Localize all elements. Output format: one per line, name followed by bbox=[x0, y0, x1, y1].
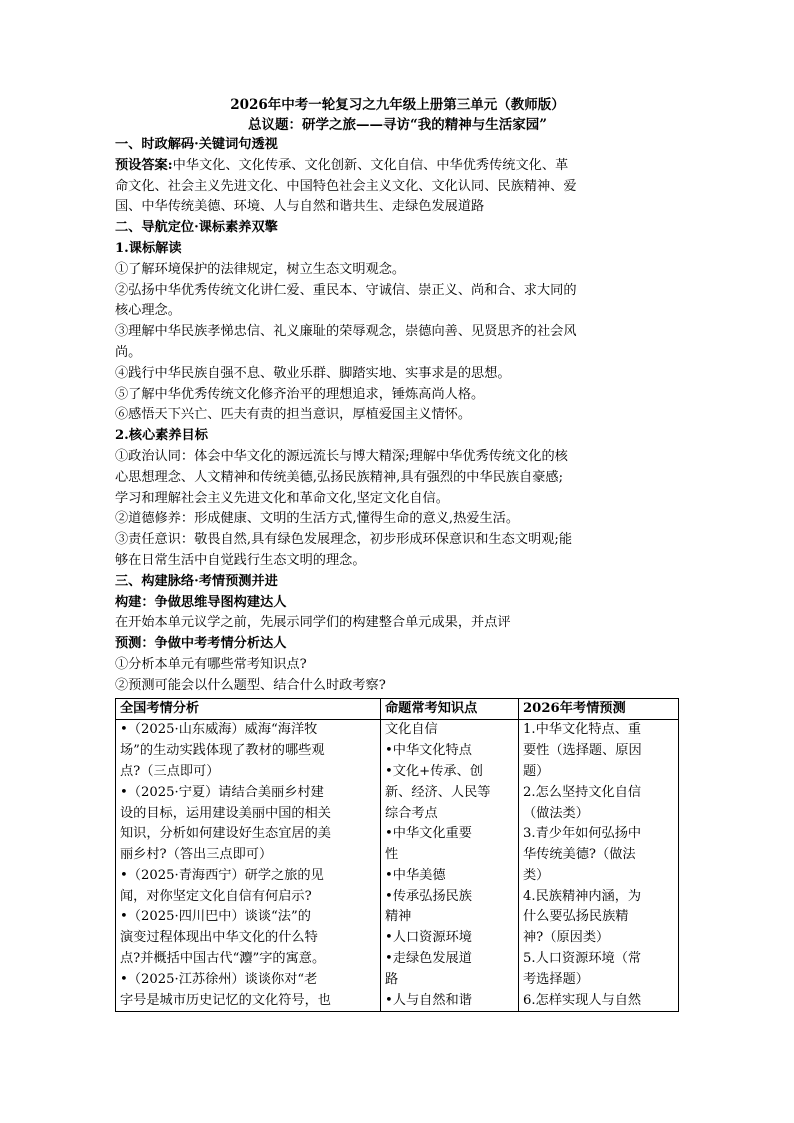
literacy-subheading: 2.核心素养目标 bbox=[115, 428, 208, 444]
cell-line: 华传统美德?（做法 bbox=[523, 847, 636, 863]
cell-line: 设的目标，运用建设美丽中国的相关 bbox=[120, 805, 331, 821]
build-label: 构建：争做思维导图构建达人 bbox=[115, 594, 287, 610]
cell-line: •（2025·青海西宁）研学之旅的见 bbox=[120, 867, 324, 883]
curriculum-item: 尚。 bbox=[115, 344, 142, 360]
curriculum-item: ①了解环境保护的法律规定，树立生态文明观念。 bbox=[115, 261, 406, 277]
section1-heading: 一、时政解码·关键词句透视 bbox=[115, 137, 278, 152]
cell-line: 要性（选择题、原因 bbox=[523, 743, 642, 759]
cell-line: 字号是城市历史记忆的文化符号，也 bbox=[120, 992, 331, 1008]
cell-line: 题） bbox=[523, 763, 550, 779]
literacy-goal: 学习和理解社会主义先进文化和革命文化,坚定文化自信。 bbox=[115, 490, 449, 506]
cell-line: 点?（三点即可） bbox=[120, 763, 220, 779]
table-header-national: 全国考情分析 bbox=[116, 698, 381, 720]
curriculum-item: ⑤了解中华优秀传统文化修齐治平的理想追求，锤炼高尚人格。 bbox=[115, 386, 485, 402]
cell-line: •（2025·山东威海）威海“海洋牧 bbox=[120, 722, 318, 738]
cell-line: •（2025·宁夏）请结合美丽乡村建 bbox=[120, 784, 324, 800]
cell-line: •人口资源环境 bbox=[385, 930, 472, 946]
cell-line: 闻，对你坚定文化自信有何启示? bbox=[120, 888, 312, 904]
document-subtitle: 总议题：研学之旅——寻访“我的精神与生活家园” bbox=[247, 117, 548, 133]
preset-answers bbox=[115, 156, 680, 177]
cell-line: •人与自然和谐 bbox=[385, 992, 472, 1008]
curriculum-item: ②弘扬中华优秀传统文化讲仁爱、重民本、守诚信、崇正义、尚和合、求大同的 bbox=[115, 282, 577, 298]
prediction-cell bbox=[519, 720, 679, 1012]
predict-question: ②预测可能会以什么题型、结合什么时政考察? bbox=[115, 677, 386, 693]
exam-analysis-table bbox=[115, 698, 679, 1013]
build-text: 在开始本单元议学之前，先展示同学们的构建整合单元成果，并点评 bbox=[115, 615, 511, 631]
predict-question: ①分析本单元有哪些常考知识点? bbox=[115, 656, 307, 672]
cell-line: （做法类） bbox=[523, 805, 589, 821]
cell-line: 演变过程体现出中华文化的什么特 bbox=[120, 930, 318, 946]
preset-answers-line: 命文化、社会主义先进文化、中国特色社会主义文化、文化认同、民族精神、爱 bbox=[115, 178, 577, 194]
cell-line: 3.青少年如何弘扬中 bbox=[523, 826, 642, 842]
table-header-prediction: 2026年考情预测 bbox=[519, 698, 679, 720]
table-row bbox=[116, 720, 679, 1012]
cell-line: •走绿色发展道 bbox=[385, 951, 472, 967]
cell-line: •文化+传承、创 bbox=[385, 763, 483, 779]
cell-line: 场”的生动实践体现了教材的哪些观 bbox=[120, 743, 325, 759]
cell-line: 性 bbox=[385, 847, 399, 863]
document-page bbox=[115, 95, 680, 1012]
preset-answers-label: 预设答案: bbox=[115, 157, 173, 173]
literacy-goal: 心思想理念、人文精神和传统美德,弘扬民族精神,具有强烈的中华民族自豪感; bbox=[115, 469, 564, 485]
curriculum-item: ⑥感悟天下兴亡、匹夫有责的担当意识，厚植爱国主义情怀。 bbox=[115, 407, 472, 423]
cell-line: 什么要弘扬民族精 bbox=[523, 909, 629, 925]
cell-line: •中华文化特点 bbox=[385, 743, 472, 759]
cell-line: 点?并概括中国古代“灋”字的寓意。 bbox=[120, 951, 326, 967]
cell-line: 考选择题） bbox=[523, 971, 589, 987]
curriculum-subheading: 1.课标解读 bbox=[115, 240, 182, 256]
section2-heading: 二、导航定位·课标素养双擎 bbox=[115, 220, 278, 236]
curriculum-item: ④践行中华民族自强不息、敬业乐群、脚踏实地、实事求是的思想。 bbox=[115, 365, 511, 381]
cell-line: •传承弘扬民族 bbox=[385, 888, 472, 904]
cell-line: 6.怎样实现人与自然 bbox=[523, 992, 642, 1008]
literacy-goal: ①政治认同：体会中华文化的源远流长与博大精深;理解中华优秀传统文化的核 bbox=[115, 448, 568, 464]
cell-line: 文化自信 bbox=[385, 722, 438, 738]
cell-line: •中华美德 bbox=[385, 867, 446, 883]
cell-line: 丽乡村?（答出三点即可） bbox=[120, 847, 273, 863]
cell-line: •中华文化重要 bbox=[385, 826, 472, 842]
cell-line: 综合考点 bbox=[385, 805, 438, 821]
preset-answers-line: 中华文化、文化传承、文化创新、文化自信、中华优秀传统文化、革 bbox=[172, 157, 569, 173]
cell-line: 2.怎么坚持文化自信 bbox=[523, 784, 642, 800]
cell-line: 新、经济、人民等 bbox=[385, 784, 491, 800]
table-header-row bbox=[116, 698, 679, 720]
cell-line: •（2025·江苏徐州）谈谈你对“老 bbox=[120, 971, 318, 987]
curriculum-item: 核心理念。 bbox=[115, 303, 181, 319]
cell-line: 知识，分析如何建设好生态宜居的美 bbox=[120, 826, 331, 842]
curriculum-item: ③理解中华民族孝悌忠信、礼义廉耻的荣辱观念，崇德向善、见贤思齐的社会风 bbox=[115, 324, 577, 340]
predict-label: 预测：争做中考考情分析达人 bbox=[115, 636, 287, 652]
literacy-goal: ②道德修养：形成健康、文明的生活方式,懂得生命的意义,热爱生活。 bbox=[115, 511, 520, 527]
cell-line: 神?（原因类） bbox=[523, 930, 610, 946]
preset-answers-line: 国、中华传统美德、环境、人与自然和谐共生、走绿色发展道路 bbox=[115, 199, 485, 215]
cell-line: 5.人口资源环境（常 bbox=[523, 951, 642, 967]
cell-line: 类） bbox=[523, 867, 550, 883]
cell-line: 路 bbox=[385, 971, 399, 987]
literacy-goal: 够在日常生活中自觉践行生态文明的理念。 bbox=[115, 552, 366, 568]
cell-line: •（2025·四川巴中）谈谈“法”的 bbox=[120, 909, 311, 925]
table-header-knowledge: 命题常考知识点 bbox=[381, 698, 519, 720]
cell-line: 1.中华文化特点、重 bbox=[523, 722, 642, 738]
document-title: 2026年中考一轮复习之九年级上册第三单元（教师版） bbox=[230, 97, 565, 113]
cell-line: 精神 bbox=[385, 909, 412, 925]
literacy-goal: ③责任意识：敬畏自然,具有绿色发展理念，初步形成环保意识和生态文明观;能 bbox=[115, 532, 573, 548]
national-analysis-cell bbox=[116, 720, 381, 1012]
section3-heading: 三、构建脉络·考情预测并进 bbox=[115, 573, 278, 589]
cell-line: 4.民族精神内涵，为 bbox=[523, 888, 642, 904]
knowledge-points-cell bbox=[381, 720, 519, 1012]
